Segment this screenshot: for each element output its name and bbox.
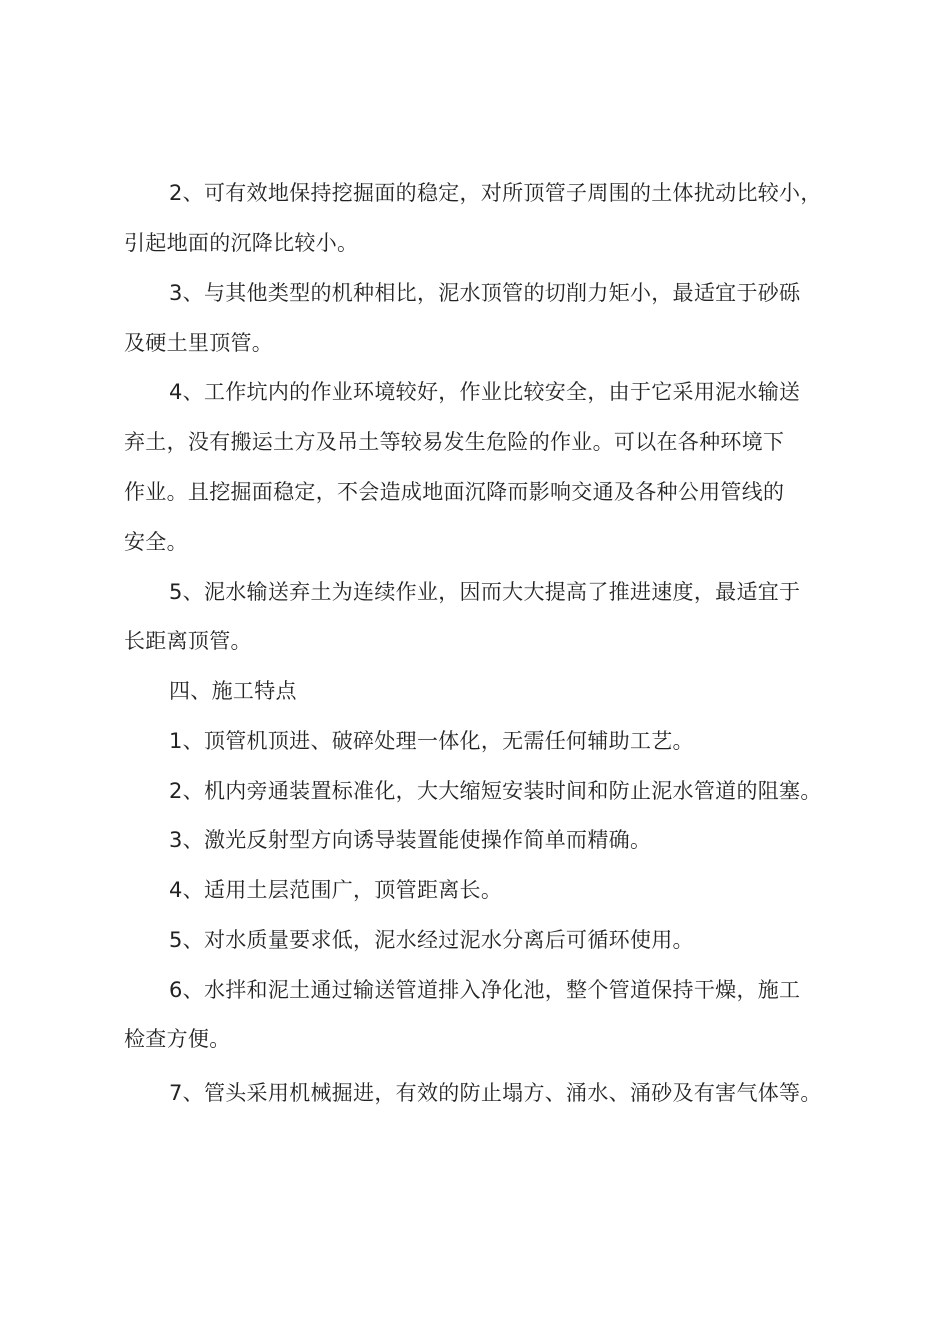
feature-item-4: 4、适用土层范围广，顶管距离长。 xyxy=(169,878,503,902)
feature-item-3: 3、激光反射型方向诱导装置能使操作简单而精确。 xyxy=(169,828,652,852)
feature-item-7: 7、管头采用机械掘进，有效的防止塌方、涌水、涌砂及有害气体等。 xyxy=(169,1081,822,1105)
paragraph-5-line-2: 长距离顶管。 xyxy=(124,629,252,653)
paragraph-4-line-4: 安全。 xyxy=(124,530,188,554)
paragraph-2-line-1: 2、可有效地保持挖掘面的稳定，对所顶管子周围的土体扰动比较小， xyxy=(169,181,822,205)
feature-item-2: 2、机内旁通装置标准化，大大缩短安装时间和防止泥水管道的阻塞。 xyxy=(169,779,822,803)
paragraph-4-line-1: 4、工作坑内的作业环境较好，作业比较安全，由于它采用泥水输送 xyxy=(169,380,801,404)
paragraph-5-line-1: 5、泥水输送弃土为连续作业，因而大大提高了推进速度，最适宜于 xyxy=(169,580,801,604)
section-heading: 四、施工特点 xyxy=(169,679,297,703)
paragraph-4-line-3: 作业。且挖掘面稳定，不会造成地面沉降而影响交通及各种公用管线的 xyxy=(124,480,785,504)
feature-item-1: 1、顶管机顶进、破碎处理一体化，无需任何辅助工艺。 xyxy=(169,729,694,753)
paragraph-2-line-2: 引起地面的沉降比较小。 xyxy=(124,231,359,255)
feature-item-5: 5、对水质量要求低，泥水经过泥水分离后可循环使用。 xyxy=(169,928,694,952)
paragraph-4-line-2: 弃土，没有搬运土方及吊土等较易发生危险的作业。可以在各种环境下 xyxy=(124,430,785,454)
paragraph-3-line-2: 及硬土里顶管。 xyxy=(124,331,274,355)
paragraph-3-line-1: 3、与其他类型的机种相比，泥水顶管的切削力矩小，最适宜于砂砾 xyxy=(169,281,801,305)
feature-item-6-line-2: 检查方便。 xyxy=(124,1027,231,1051)
feature-item-6-line-1: 6、水拌和泥土通过输送管道排入净化池，整个管道保持干燥，施工 xyxy=(169,978,801,1002)
